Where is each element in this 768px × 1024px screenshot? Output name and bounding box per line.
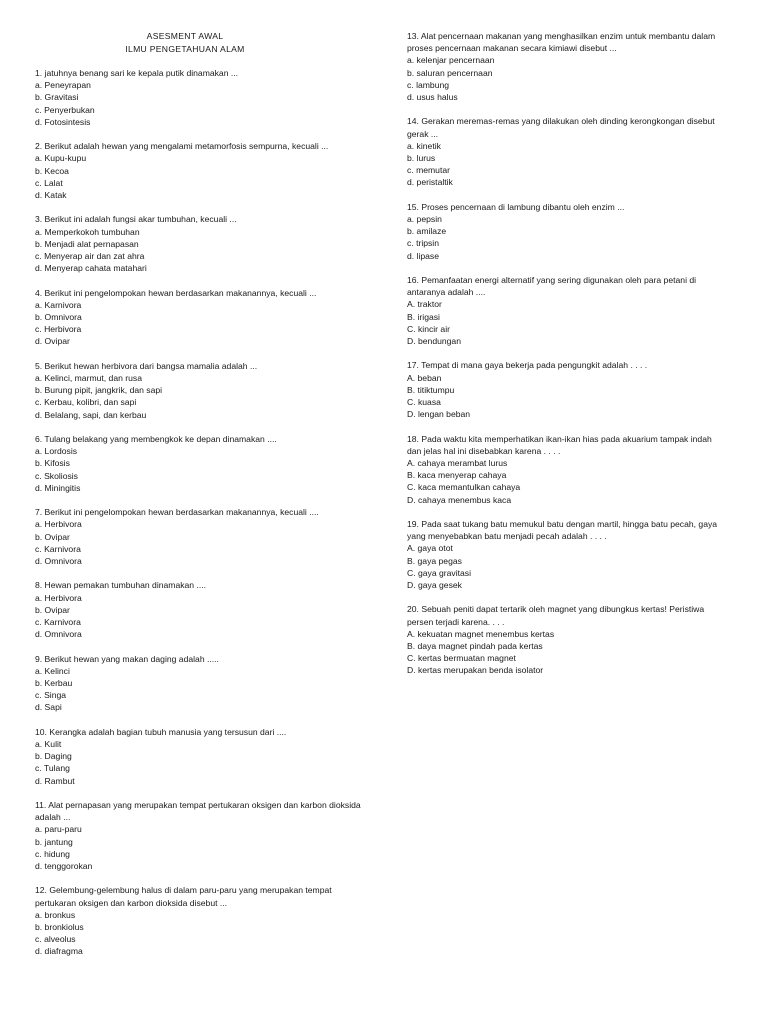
question-text: 11. Alat pernapasan yang merupakan tempat pertukaran oksigen dan karbon dioksida adalah ... [35, 800, 361, 823]
answer-option: c. Lalat [35, 177, 63, 188]
answer-option: c. Tulang [35, 763, 70, 774]
question-block [35, 579, 365, 640]
answer-option: d. Menyerap cahata matahari [35, 263, 147, 274]
answer-option: c. Karnivora [35, 543, 81, 554]
question-text: 3. Berikut ini adalah fungsi akar tumbuhan, kecuali ... [35, 214, 237, 225]
answer-option: d. Rambut [35, 775, 75, 786]
document-title: ASESMENT AWAL [146, 31, 224, 41]
question-block [35, 653, 365, 714]
question-block [35, 506, 365, 567]
question-text: 4. Berikut ini pengelompokan hewan berdasarkan makanannya, kecuali ... [35, 287, 317, 298]
answer-option: C. kertas bermuatan magnet [407, 653, 516, 664]
answer-option: a. kinetik [407, 140, 441, 151]
answer-option: b. bronkiolus [35, 922, 84, 933]
question-text: 19. Pada saat tukang batu memukul batu dengan martil, hingga batu pecah, gaya yang menyebabkan batu menjadi pecah adalah . . . . [407, 519, 718, 542]
answer-option: a. Herbivora [35, 592, 82, 603]
answer-option: c. alveolus [35, 934, 76, 945]
left-question-list [35, 67, 365, 958]
answer-option: a. Peneyrapan [35, 80, 91, 91]
answer-option: d. Belalang, sapi, dan kerbau [35, 409, 147, 420]
answer-option: b. Menjadi alat pernapasan [35, 238, 139, 249]
question-text: 16. Pemanfaatan energi alternatif yang sering digunakan oleh para petani di antaranya adalah .... [407, 275, 697, 298]
answer-option: b. Ovipar [35, 604, 70, 615]
answer-option: a. pepsin [407, 214, 442, 225]
question-block [35, 287, 365, 348]
question-text: 1. jatuhnya benang sari ke kepala putik dinamakan ... [35, 68, 239, 78]
answer-option: C. gaya gravitasi [407, 567, 472, 578]
answer-option: d. Fotosintesis [35, 116, 91, 127]
answer-option: B. daya magnet pindah pada kertas [407, 641, 543, 652]
answer-option: d. peristaltik [407, 177, 453, 188]
answer-option: B. titiktumpu [407, 384, 455, 395]
question-block [35, 726, 365, 787]
answer-option: A. beban [407, 372, 442, 383]
answer-option: b. Daging [35, 751, 72, 762]
answer-option: B. irigasi [407, 311, 440, 322]
answer-option: c. tripsin [407, 238, 439, 249]
answer-option: D. kertas merupakan benda isolator [407, 665, 544, 676]
question-block [407, 201, 727, 262]
question-text: 5. Berikut hewan herbivora dari bangsa mamalia adalah ... [35, 360, 258, 371]
right-question-list [407, 30, 727, 677]
answer-option: c. Penyerbukan [35, 104, 95, 115]
answer-option: d. usus halus [407, 92, 458, 103]
question-text: 2. Berikut adalah hewan yang mengalami metamorfosis sempurna, kecuali ... [35, 141, 329, 152]
question-block [35, 140, 365, 201]
answer-option: c. Menyerap air dan zat ahra [35, 251, 145, 262]
answer-option: B. gaya pegas [407, 555, 462, 566]
answer-option: D. cahaya menembus kaca [407, 494, 512, 505]
question-text: 13. Alat pencernaan makanan yang menghasilkan enzim untuk membantu dalam proses pencernaan makanan secara kimiawi disebut ... [407, 31, 716, 54]
question-block [407, 518, 727, 591]
question-text: 7. Berikut ini pengelompokan hewan berdasarkan makanannya, kecuali .... [35, 507, 319, 518]
question-text: 12. Gelembung-gelembung halus di dalam paru-paru yang merupakan tempat pertukaran oksigen dan karbon dioksida disebut ... [35, 885, 332, 908]
answer-option: a. Herbivora [35, 519, 82, 530]
answer-option: b. Ovipar [35, 531, 70, 542]
answer-option: c. Singa [35, 690, 67, 701]
question-text: 9. Berikut hewan yang makan daging adalah ..... [35, 653, 219, 664]
question-block [35, 67, 365, 128]
question-text: 6. Tulang belakang yang membengkok ke depan dinamakan .... [35, 434, 277, 445]
answer-option: a. Kelinci [35, 665, 70, 676]
question-block [407, 359, 727, 420]
answer-option: A. kekuatan magnet menembus kertas [407, 628, 555, 639]
answer-option: c. Kerbau, kolibri, dan sapi [35, 397, 137, 408]
left-column [35, 30, 365, 970]
answer-option: C. kuasa [407, 397, 441, 408]
answer-option: b. Kifosis [35, 458, 70, 469]
answer-option: c. Skoliosis [35, 470, 78, 481]
question-text: 15. Proses pencernaan di lambung dibantu oleh enzim ... [407, 201, 625, 212]
answer-option: d. diafragma [35, 946, 83, 957]
answer-option: a. Kelinci, marmut, dan rusa [35, 373, 142, 384]
answer-option: c. Herbivora [35, 324, 82, 335]
answer-option: D. gaya gesek [407, 580, 462, 591]
answer-option: c. hidung [35, 848, 70, 859]
answer-option: A. cahaya merambat lurus [407, 458, 508, 469]
question-text: 10. Kerangka adalah bagian tubuh manusia yang tersusun dari .... [35, 726, 287, 737]
answer-option: a. paru-paru [35, 824, 82, 835]
document-subject: ILMU PENGETAHUAN ALAM [125, 43, 245, 54]
answer-option: c. Karnivora [35, 617, 81, 628]
answer-option: a. kelenjar pencernaan [407, 55, 495, 66]
answer-option: d. Ovipar [35, 336, 70, 347]
answer-option: d. Sapi [35, 702, 62, 713]
question-block [407, 30, 727, 103]
answer-option: d. Omnivora [35, 629, 82, 640]
answer-option: C. kincir air [407, 323, 450, 334]
answer-option: b. Kerbau [35, 678, 73, 689]
question-block [35, 360, 365, 421]
answer-option: c. lambung [407, 79, 450, 90]
question-text: 14. Gerakan meremas-remas yang dilakukan oleh dinding kerongkongan disebut gerak ... [407, 116, 715, 139]
question-block [35, 884, 365, 957]
question-block [407, 603, 727, 676]
answer-option: D. bendungan [407, 336, 461, 347]
answer-option: A. traktor [407, 299, 442, 310]
answer-option: d. Omnivora [35, 556, 82, 567]
answer-option: d. Miningitis [35, 482, 81, 493]
answer-option: b. jantung [35, 836, 73, 847]
answer-option: a. Kupu-kupu [35, 153, 87, 164]
answer-option: d. tenggorokan [35, 861, 93, 872]
answer-option: c. memutar [407, 165, 450, 176]
question-block [35, 799, 365, 872]
question-block [35, 213, 365, 274]
answer-option: b. Burung pipit, jangkrik, dan sapi [35, 385, 163, 396]
answer-option: A. gaya otot [407, 543, 453, 554]
question-text: 17. Tempat di mana gaya bekerja pada pengungkit adalah . . . . [407, 360, 648, 371]
answer-option: b. Kecoa [35, 165, 69, 176]
answer-option: b. lurus [407, 153, 436, 164]
answer-option: B. kaca menyerap cahaya [407, 470, 507, 481]
question-text: 18. Pada waktu kita memperhatikan ikan-ikan hias pada akuarium tampak indah dan jelas hal ini disebabkan karena . . . . [407, 433, 712, 456]
answer-option: b. Omnivora [35, 312, 82, 323]
answer-option: a. Lordosis [35, 446, 78, 457]
question-block [407, 115, 727, 188]
right-column [407, 30, 727, 689]
answer-option: b. Gravitasi [35, 92, 79, 103]
question-text: 20. Sebuah peniti dapat tertarik oleh magnet yang dibungkus kertas! Peristiwa persen terjadi karena. . . . [407, 604, 705, 627]
answer-option: a. Kulit [35, 739, 62, 750]
answer-option: b. amilaze [407, 226, 447, 237]
question-block [407, 433, 727, 506]
answer-option: a. Karnivora [35, 299, 82, 310]
answer-option: a. Memperkokoh tumbuhan [35, 226, 140, 237]
answer-option: d. Katak [35, 190, 67, 201]
question-block [35, 433, 365, 494]
answer-option: D. lengan beban [407, 409, 471, 420]
answer-option: C. kaca memantulkan cahaya [407, 482, 521, 493]
question-text: 8. Hewan pemakan tumbuhan dinamakan .... [35, 580, 207, 591]
answer-option: a. bronkus [35, 909, 76, 920]
question-block [407, 274, 727, 347]
answer-option: b. saluran pencernaan [407, 67, 493, 78]
document-header [35, 30, 335, 55]
answer-option: d. lipase [407, 250, 440, 261]
